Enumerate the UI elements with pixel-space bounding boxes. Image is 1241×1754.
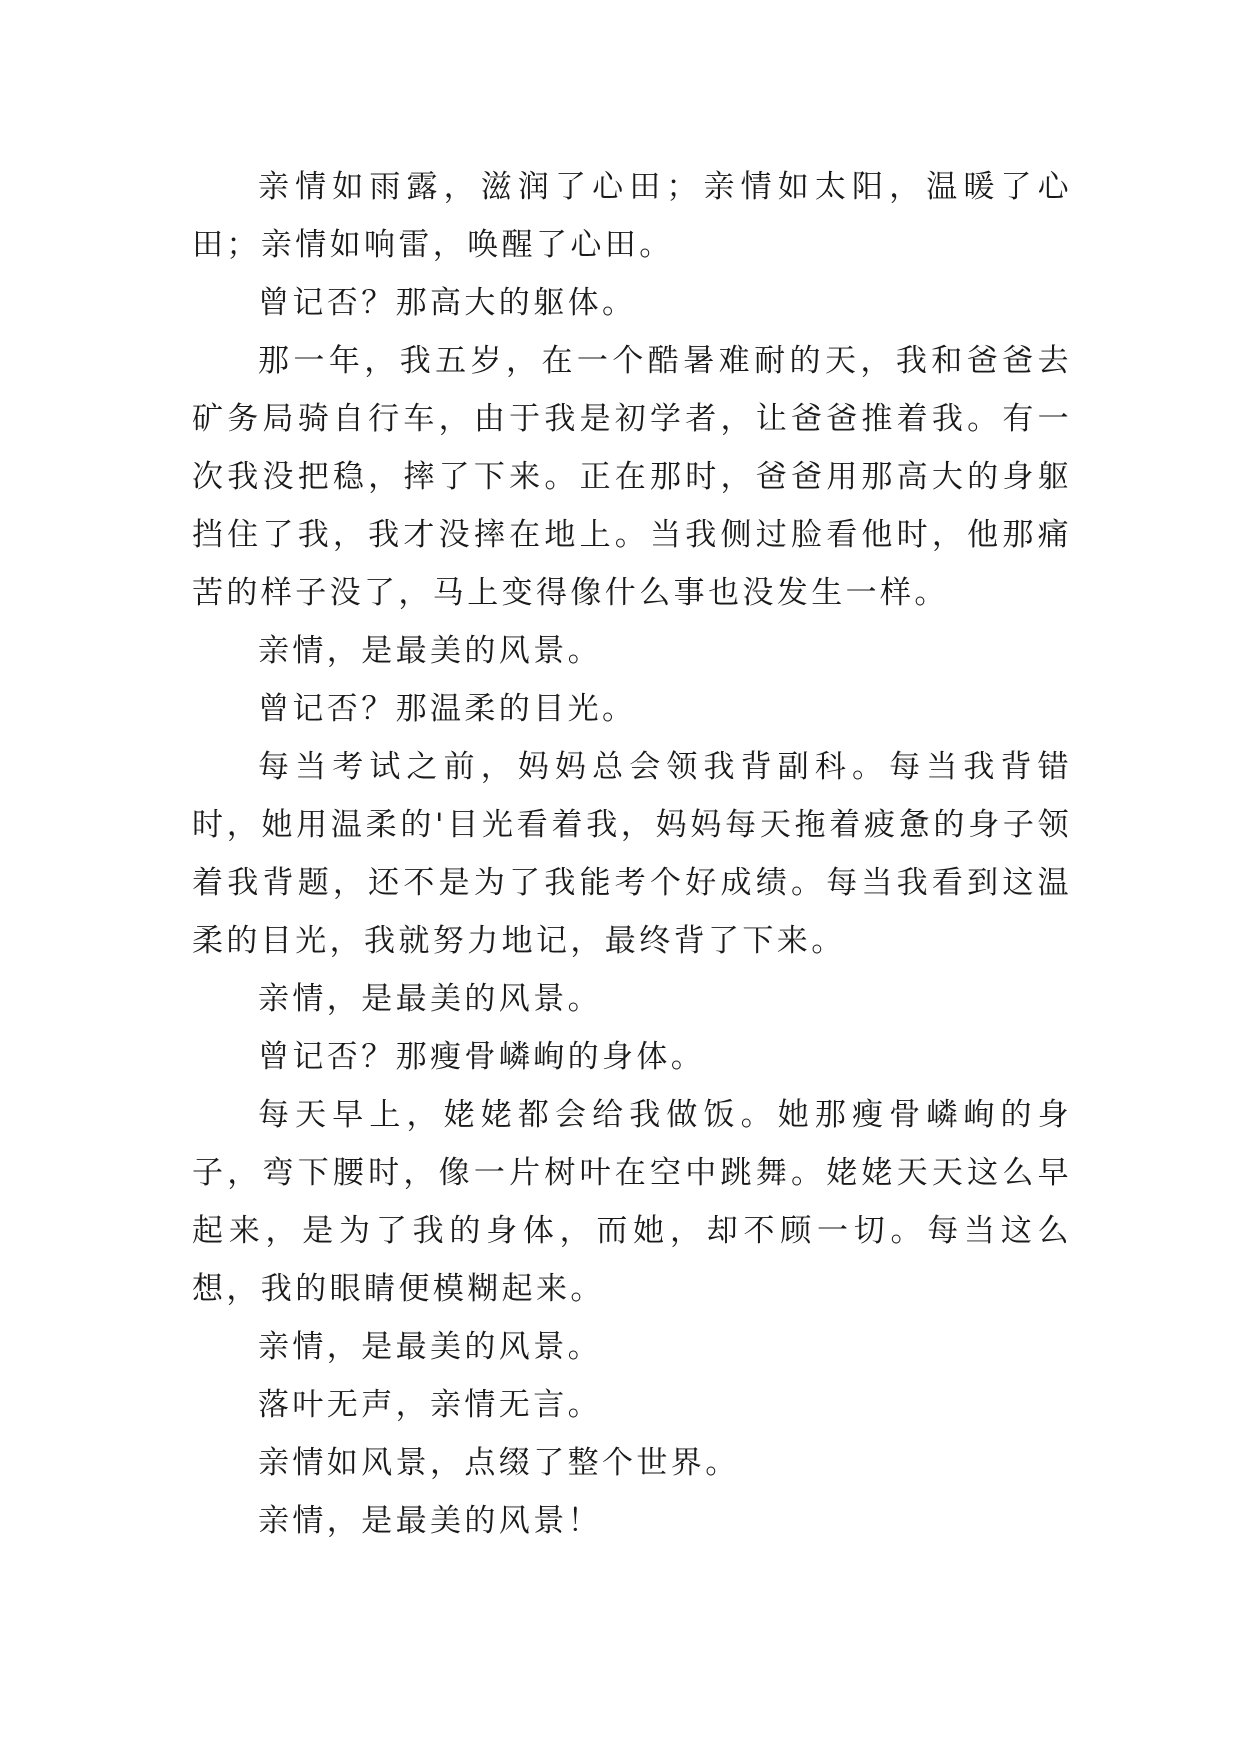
paragraph-7: 亲情，是最美的风景。 xyxy=(258,981,602,1017)
paragraph-11: 落叶无声，亲情无言。 xyxy=(258,1387,602,1423)
paragraph-9: 每天早上，姥姥都会给我做饭。她那瘦骨嶙峋的身子，弯下腰时，像一片树叶在空中跳舞。姥姥天天这么早起来，是为了我的身体，而她，却不顾一切。每当这么想，我的眼睛便模糊起来。 xyxy=(192,1097,1072,1307)
paragraph-5: 曾记否？那温柔的目光。 xyxy=(258,691,637,727)
paragraph-3: 那一年，我五岁，在一个酷暑难耐的天，我和爸爸去矿务局骑自行车，由于我是初学者，让爸爸推着我。有一次我没把稳，摔了下来。正在那时，爸爸用那高大的身躯挡住了我，我才没摔在地上。当我侧过脸看他时，他那痛苦的样子没了，马上变得像什么事也没发生一样。 xyxy=(192,343,1072,611)
paragraph-4: 亲情，是最美的风景。 xyxy=(258,633,602,669)
paragraph-2: 曾记否？那高大的躯体。 xyxy=(258,285,637,321)
paragraph-6: 每当考试之前，妈妈总会领我背副科。每当我背错时，她用温柔的'目光看着我，妈妈每天拖着疲惫的身子领着我背题，还不是为了我能考个好成绩。每当我看到这温柔的目光，我就努力地记，最终背了下来。 xyxy=(192,749,1072,959)
paragraph-8: 曾记否？那瘦骨嶙峋的身体。 xyxy=(258,1039,706,1075)
paragraph-1: 亲情如雨露，滋润了心田；亲情如太阳，温暖了心田；亲情如响雷，唤醒了心田。 xyxy=(192,169,1072,263)
paragraph-12: 亲情如风景，点缀了整个世界。 xyxy=(258,1445,740,1481)
paragraph-13: 亲情，是最美的风景！ xyxy=(258,1503,602,1539)
paragraph-10: 亲情，是最美的风景。 xyxy=(258,1329,602,1365)
document-body xyxy=(192,158,1072,1550)
